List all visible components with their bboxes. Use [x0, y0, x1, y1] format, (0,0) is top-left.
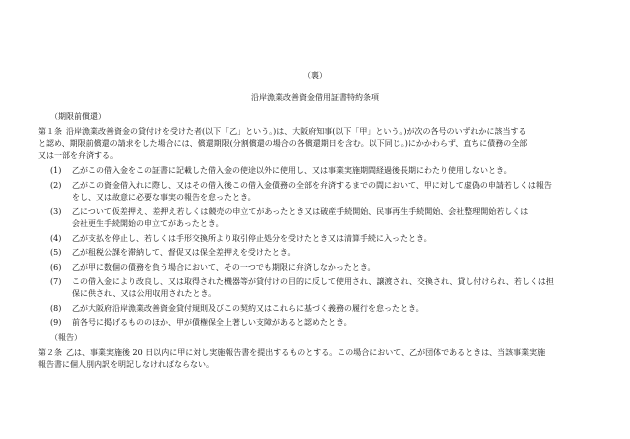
item-text-line: 会社更生手続開始の申立てがあったとき。: [72, 219, 224, 228]
reverse-side-marker: （裏）: [303, 71, 327, 80]
item-text-line: 乙について仮差押え、差押え若しくは競売の申立てがあったとき又は破産手続開始、民事再生手続開始、会社整理開始若しくは: [72, 207, 529, 216]
list-item-1: [50, 165, 594, 177]
article-2-line-1: 乙は、事業実施後 20 日以内に甲に対し実施報告書を提出するものとする。この場合において、乙が団体であるときは、当該事業実施: [66, 347, 546, 357]
list-item-6: [50, 262, 594, 274]
document-title: 沿岸漁業改善資金借用証書特約条項: [251, 93, 379, 102]
item-text-line: 乙が甲に数個の債務を負う場合において、その一つでも期限に弁済しなかったとき。: [72, 262, 376, 272]
article-1-line-3: 又は一部を弁済する。: [38, 151, 118, 160]
article-1-line-1: 沿岸漁業改善資金の貸付けを受けた者(以下「乙」という。)は、大阪府知事(以下「甲」という。)が次の各号のいずれかに該当する: [66, 127, 527, 136]
list-item-4: [50, 233, 594, 245]
item-number: (9): [50, 318, 62, 327]
item-text-line: 乙がこの借入金をこの証書に記載した借入金の使途以外に使用し、又は事業実施期間経過後長期にわたり使用しないとき。: [72, 166, 512, 175]
item-number: (2): [50, 180, 62, 190]
item-text-line: 前各号に掲げるもののほか、甲が債権保全上著しい支障があると認めたとき。: [72, 318, 352, 327]
item-text-line: 乙が租税公課を滞納して、督促又は保全差押えを受けたとき。: [72, 248, 296, 257]
item-number: (8): [50, 303, 62, 313]
article-2-line-2: 報告書に個人別内訳を明記しなければならない。: [38, 359, 214, 369]
item-text-line: 乙が大阪府沿岸漁業改善資金貸付規則及びこの契約又はこれらに基づく義務の履行を怠ったとき。: [72, 303, 424, 313]
article-1: [38, 126, 594, 162]
document-body: [38, 111, 594, 374]
item-number: (1): [50, 166, 62, 175]
article-1-number: 第１条: [38, 127, 62, 136]
list-item-9: [50, 317, 594, 329]
item-text-line: 保に供され、又は公用収用されたとき。: [72, 289, 217, 298]
list-item-2: [50, 180, 594, 204]
article-2-number: 第２条: [38, 347, 62, 357]
item-number: (3): [50, 207, 62, 216]
list-item-5: [50, 247, 594, 259]
item-text-line: をし、又は故意に必要な事実の報告を怠ったとき。: [72, 192, 256, 202]
item-number: (7): [50, 277, 62, 286]
item-text-line: 乙がこの資金借入れに際し、又はその借入後この借入金債務の全部を弁済するまでの間において、甲に対して虚偽の申請若しくは報告: [72, 180, 552, 190]
item-number: (4): [50, 233, 62, 243]
list-item-7: [50, 276, 594, 300]
item-number: (5): [50, 248, 62, 257]
section-heading-early-repayment: （期限前償還）: [50, 112, 106, 121]
item-text-line: この借入金により改良し、又は取得された機器等が貸付けの目的に反して使用され、譲渡され、交換され、貸し付けられ、若しくは担: [72, 277, 554, 286]
item-text-line: 乙が支払を停止し、若しくは手形交換所より取引停止処分を受けたとき又は清算手続に入ったとき。: [72, 233, 432, 243]
article-1-line-2: と認め、期限前償還の請求をした場合には、償還期限(分割償還の場合の各償還期日を含む。以下同じ。)にかかわらず、直ちに債務の全部: [38, 139, 528, 148]
list-item-8: [50, 303, 594, 315]
list-item-3: [50, 206, 594, 230]
item-number: (6): [50, 262, 62, 272]
article-2: [38, 347, 594, 371]
section-heading-report: （報告）: [50, 332, 82, 342]
